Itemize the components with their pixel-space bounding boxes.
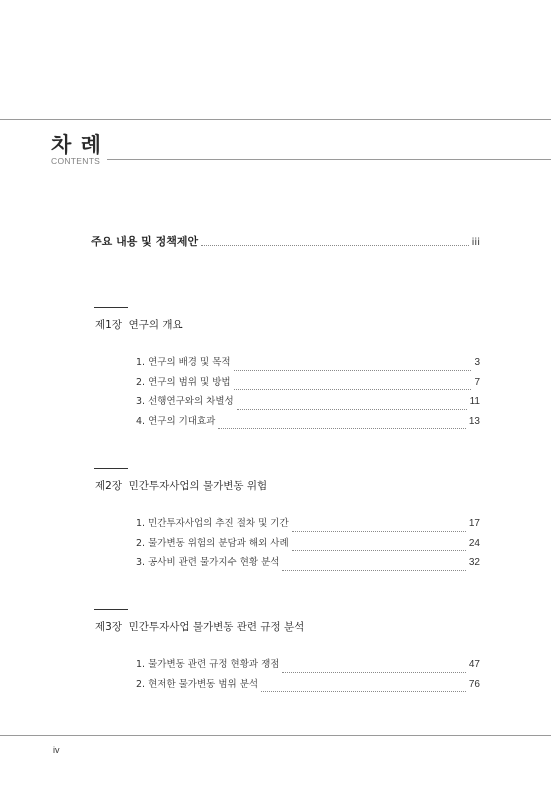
- chapter-entries: [136, 515, 480, 574]
- toc-entry-label: 4. 연구의 기대효과: [136, 415, 216, 427]
- chapter-entries: [136, 354, 480, 432]
- toc-entry[interactable]: [136, 374, 480, 394]
- chapter-rule: [94, 307, 128, 308]
- chapter-rule: [94, 609, 128, 610]
- toc-entry-page: 47: [468, 659, 480, 670]
- toc-entry-page: 11: [469, 396, 480, 407]
- toc-entry[interactable]: [136, 515, 480, 535]
- toc-entry-label: 3. 공사비 관련 물가지수 현황 분석: [136, 557, 280, 568]
- toc-entry-label: 1. 연구의 배경 및 목적: [136, 357, 231, 368]
- toc-entry-label: 2. 물가변동 위험의 분담과 해외 사례: [136, 537, 289, 549]
- toc-entry[interactable]: [136, 554, 480, 574]
- dot-leader: [292, 550, 466, 551]
- toc-entry-label: 2. 현저한 물가변동 범위 분석: [136, 678, 259, 690]
- toc-entry-page: 17: [468, 518, 480, 529]
- subtitle-rule: [107, 159, 551, 160]
- dot-leader: [261, 691, 466, 692]
- chapter-rule: [94, 468, 128, 469]
- toc-entry-page: 7: [474, 376, 480, 388]
- chapter-title[interactable]: 제2장 민간투자사업의 물가변동 위험: [95, 480, 268, 492]
- footer-rule: [0, 735, 551, 736]
- toc-entry[interactable]: [136, 413, 480, 433]
- toc-entry-label: 1. 물가변동 관련 규정 현황과 쟁점: [136, 659, 280, 670]
- toc-entry[interactable]: [136, 393, 480, 413]
- dot-leader: [234, 389, 472, 390]
- toc-entry-page: 24: [468, 537, 480, 549]
- toc-entry[interactable]: [136, 535, 480, 555]
- chapter-2: [91, 468, 480, 574]
- chapter-entries: [136, 656, 480, 695]
- toc-entry-page: 3: [474, 357, 480, 368]
- header-top-rule: [0, 119, 551, 120]
- dot-leader: [218, 428, 466, 429]
- chapter-title[interactable]: 제1장 연구의 개요: [95, 319, 183, 331]
- toc-entry[interactable]: [136, 676, 480, 696]
- toc-entry-page: 13: [468, 415, 480, 427]
- toc-entry-page: 76: [468, 678, 480, 690]
- toc-entry-summary[interactable]: [91, 233, 480, 249]
- toc-entry-page: 32: [468, 557, 480, 568]
- dot-leader: [237, 409, 467, 410]
- toc-entry-label: 주요 내용 및 정책제안: [91, 235, 199, 248]
- dot-leader: [234, 370, 472, 371]
- toc-entry-label: 2. 연구의 범위 및 방법: [136, 376, 231, 388]
- chapter-3: [91, 609, 480, 695]
- dot-leader: [201, 245, 469, 246]
- toc-entry-label: 3. 선행연구와의 차별성: [136, 396, 234, 407]
- toc-subtitle: CONTENTS: [51, 156, 101, 166]
- chapter-1: [91, 307, 480, 432]
- page-number: iv: [53, 745, 60, 755]
- toc-entry[interactable]: [136, 354, 480, 374]
- dot-leader: [292, 531, 466, 532]
- toc-title: 차 례: [51, 133, 102, 157]
- toc-entry[interactable]: [136, 656, 480, 676]
- toc-entry-page: iii: [471, 237, 480, 248]
- toc-entry-label: 1. 민간투자사업의 추진 절차 및 기간: [136, 518, 289, 529]
- dot-leader: [282, 672, 465, 673]
- dot-leader: [282, 570, 465, 571]
- chapter-title[interactable]: 제3장 민간투자사업 물가변동 관련 규정 분석: [95, 621, 305, 633]
